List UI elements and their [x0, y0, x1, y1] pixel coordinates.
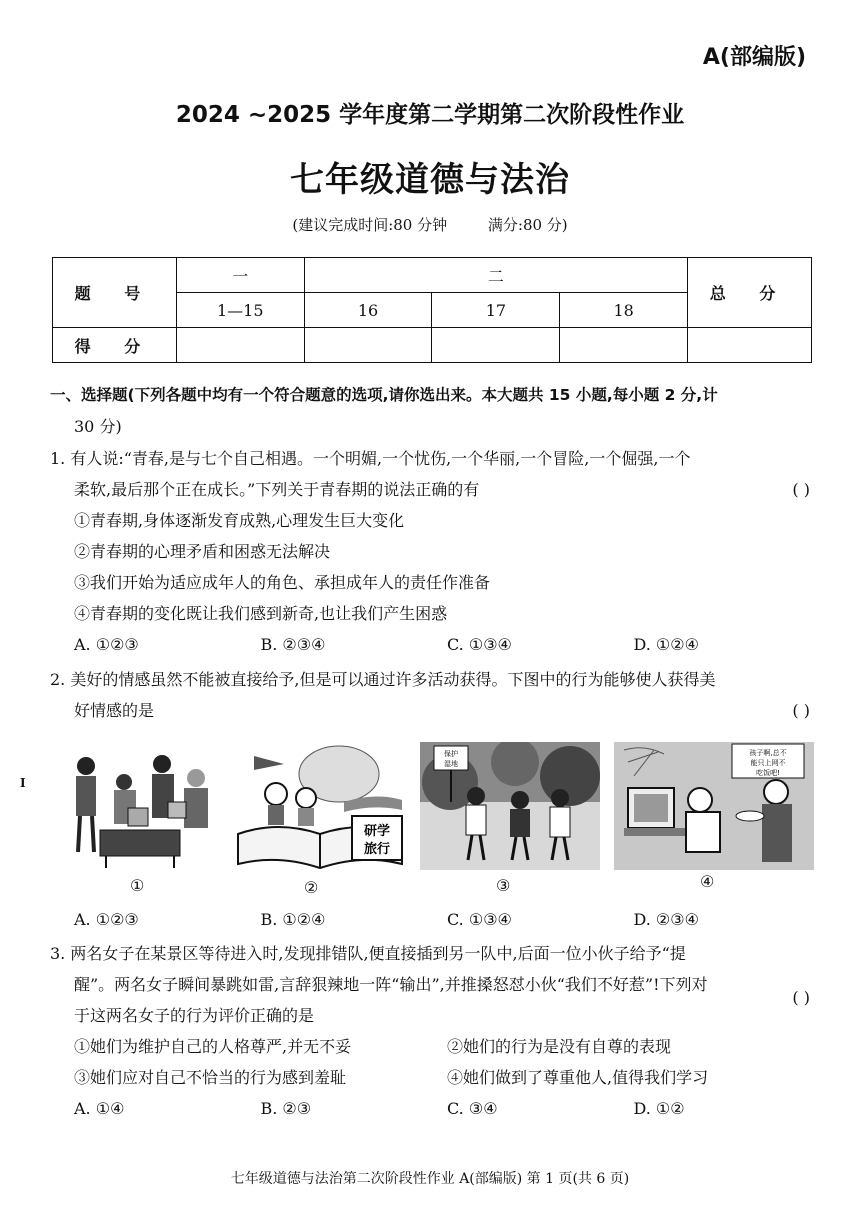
- side-mark: I: [20, 776, 26, 790]
- picture-2-caption-top: 研学: [363, 824, 391, 839]
- picture-4-bubble-line3: 吃饭吧!: [756, 769, 780, 777]
- col-17: 17: [432, 293, 560, 328]
- q1-option-a[interactable]: A. ①②③: [74, 635, 139, 654]
- picture-2-caption-bottom: 旅行: [363, 842, 391, 857]
- q3-stem-line3: 于这两名女子的行为评价正确的是: [74, 1006, 315, 1025]
- exam-title: 2024 ~2025 学年度第二学期第二次阶段性作业: [175, 102, 685, 128]
- q2-options: [50, 904, 820, 935]
- q2-option-a[interactable]: A. ①②③: [74, 910, 139, 929]
- col-1-15: 1—15: [176, 293, 304, 328]
- q3-stem-line2: 醒”。两名女子瞬间暴跳如雷,言辞狠辣地一阵“输出”,并推搡怒怼小伙“我们不好惹”!下列对: [74, 975, 708, 994]
- q1-item-2: ②青春期的心理矛盾和困惑无法解决: [74, 542, 331, 561]
- q2-stem-line1: 2. 美好的情感虽然不能被直接给予,但是可以通过许多活动获得。下图中的行为能够使人获得美: [50, 670, 716, 689]
- q3-item-1: ①她们为维护自己的人格尊严,并无不妥: [74, 1037, 352, 1056]
- q2-answer-bracket[interactable]: ( ): [792, 701, 810, 720]
- part1-header: 一: [176, 258, 304, 293]
- question-1: [50, 443, 820, 660]
- q1-option-b[interactable]: B. ②③④: [260, 635, 326, 654]
- question-2: [50, 664, 820, 726]
- picture-4-bubble-line1: 孩子啊,总不: [749, 749, 787, 757]
- q3-item-4: ④她们做到了尊重他人,值得我们学习: [447, 1068, 709, 1087]
- q2-options-block: [50, 904, 820, 935]
- score-cell[interactable]: [176, 328, 304, 363]
- section1-heading-line1: 一、选择题(下列各题中均有一个符合题意的选项,请你选出来。本大题共 15 小题,每小题 2 分,计: [50, 386, 718, 404]
- q2-option-b[interactable]: B. ①②④: [260, 910, 326, 929]
- exam-info: [0, 214, 860, 235]
- q3-option-b[interactable]: B. ②③: [260, 1099, 312, 1118]
- q1-option-d[interactable]: D. ①②④: [633, 635, 699, 654]
- label-question-number: 题 号: [53, 258, 177, 328]
- col-16: 16: [304, 293, 432, 328]
- edition-label: A(部编版): [702, 45, 806, 70]
- q1-answer-bracket[interactable]: ( ): [792, 480, 810, 499]
- q1-item-4: ④青春期的变化既让我们感到新奇,也让我们产生困惑: [74, 604, 448, 623]
- subject-title: 七年级道德与法治: [290, 160, 570, 200]
- q3-item-2: ②她们的行为是没有自尊的表现: [447, 1037, 672, 1056]
- q3-option-c[interactable]: C. ③④: [447, 1099, 498, 1118]
- picture-2-study-tour-illustration: [234, 742, 404, 870]
- q3-option-a[interactable]: A. ①④: [74, 1099, 125, 1118]
- picture-3-sign-line2: 湿地: [444, 760, 458, 768]
- q3-stem-line1: 3. 两名女子在某景区等待进入时,发现排错队,便直接插到另一队中,后面一位小伙子给予“提: [50, 944, 686, 963]
- score-cell[interactable]: [560, 328, 688, 363]
- q2-stem-line2: 好情感的是: [74, 701, 155, 720]
- section1-heading-line2: 30 分): [74, 417, 122, 436]
- page-footer: 七年级道德与法治第二次阶段性作业 A(部编版) 第 1 页(共 6 页): [230, 1171, 630, 1187]
- picture-4-bubble-line2: 能只上网不: [750, 759, 786, 767]
- q3-answer-bracket[interactable]: ( ): [792, 988, 810, 1007]
- picture-4-internet-addiction-illustration: [614, 742, 814, 870]
- part2-header: 二: [304, 258, 687, 293]
- score-cell[interactable]: [304, 328, 432, 363]
- time-note: (建议完成时间:80 分钟: [292, 216, 448, 234]
- picture-2-label: ②: [304, 878, 319, 897]
- q1-stem-line2: 柔软,最后那个正在成长。”下列关于青春期的说法正确的有: [74, 480, 480, 499]
- score-note: 满分:80 分): [487, 216, 568, 234]
- q1-option-c[interactable]: C. ①③④: [447, 635, 512, 654]
- q1-stem-line1: 1. 有人说:“青春,是与七个自己相遇。一个明媚,一个忧伤,一个华丽,一个冒险,一个倔强,一个: [50, 449, 691, 468]
- q2-option-d[interactable]: D. ②③④: [633, 910, 699, 929]
- q2-pictures: [58, 742, 818, 906]
- section1-heading: [50, 380, 820, 442]
- picture-3-label: ③: [496, 876, 511, 895]
- q1-options: [50, 629, 820, 660]
- q1-item-3: ③我们开始为适应成年人的角色、承担成年人的责任作准备: [74, 573, 491, 592]
- picture-3-sign-line1: 保护: [444, 750, 458, 758]
- picture-1-donation-illustration: [66, 742, 216, 870]
- q3-item-3: ③她们应对自己不恰当的行为感到羞耻: [74, 1068, 347, 1087]
- col-18: 18: [560, 293, 688, 328]
- score-table: [52, 257, 812, 363]
- picture-3-wetland-walk-illustration: [420, 742, 600, 870]
- question-3: [50, 938, 820, 1124]
- q2-option-c[interactable]: C. ①③④: [447, 910, 512, 929]
- picture-4-label: ④: [700, 872, 715, 891]
- label-total: 总 分: [688, 258, 812, 328]
- q3-options: [50, 1093, 820, 1124]
- label-score: 得 分: [53, 328, 177, 363]
- q1-item-1: ①青春期,身体逐渐发育成熟,心理发生巨大变化: [74, 511, 405, 530]
- q3-option-d[interactable]: D. ①②: [633, 1099, 685, 1118]
- score-cell-total[interactable]: [688, 328, 812, 363]
- score-cell[interactable]: [432, 328, 560, 363]
- picture-1-label: ①: [130, 876, 145, 895]
